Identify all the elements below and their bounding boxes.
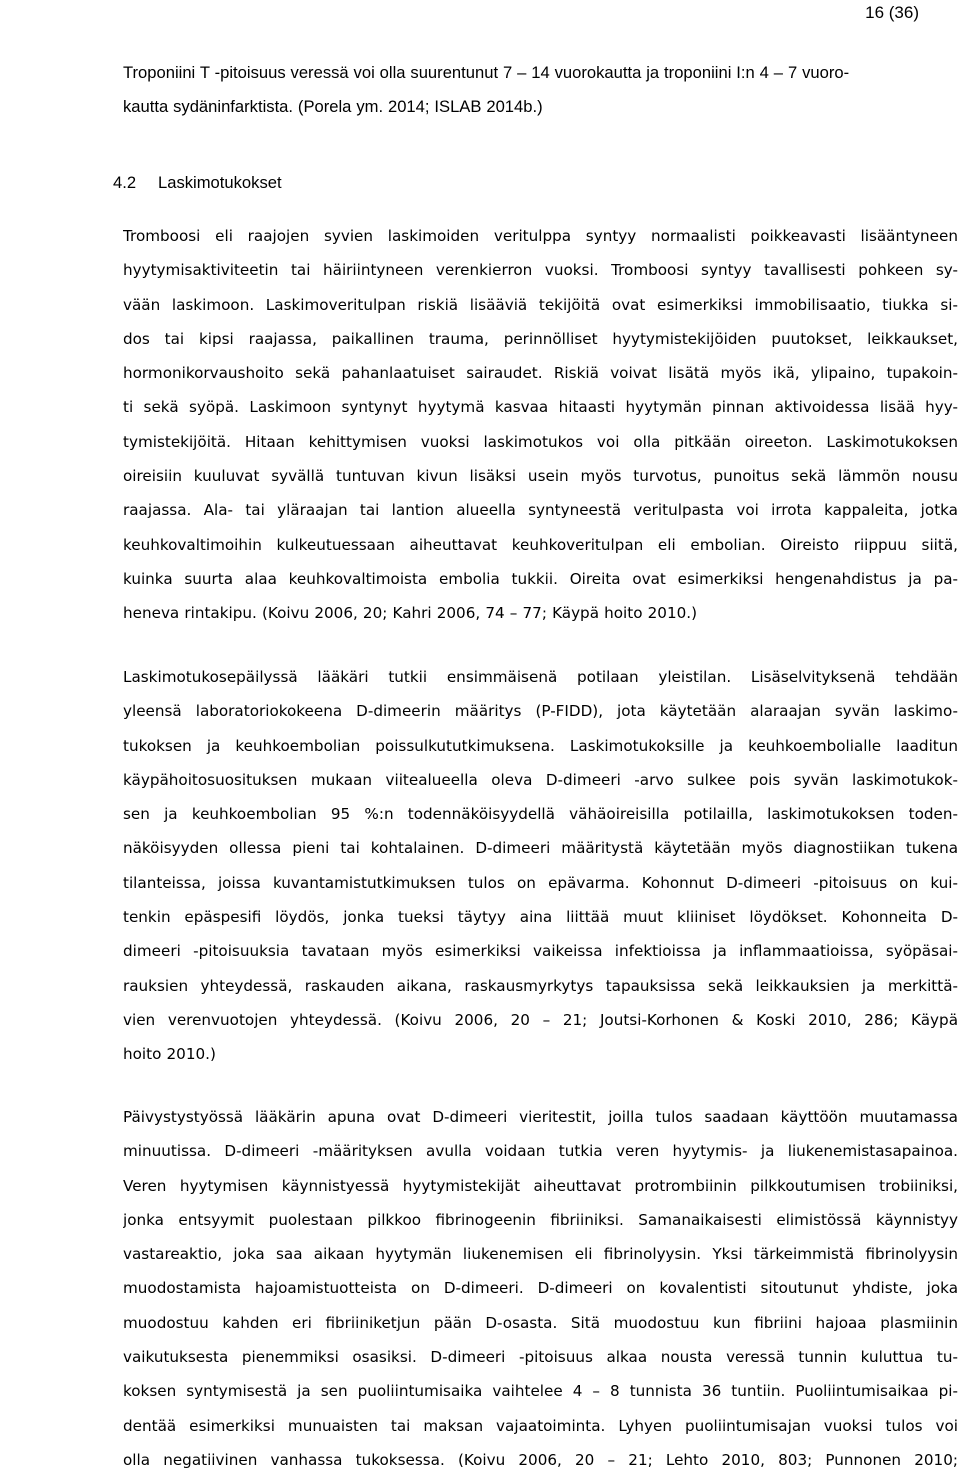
text-line: käypähoitosuosituksen mukaan viitealueella oleva D-dimeeri -arvo sulkee pois syvän laskimotukok- xyxy=(123,770,958,789)
text-line: koksen syntymisestä ja sen puoliintumisaika vaihtelee 4 – 8 tunnista 36 tuntiin. Puoliintumisaikaa pi- xyxy=(123,1382,958,1401)
text-line: minuutissa. D-dimeeri -määrityksen avulla voidaan tutkia veren hyytymis- ja liukenemistasapainoa. xyxy=(123,1142,958,1161)
text-line: Tromboosi eli raajojen syvien laskimoiden veritulppa syntyy normaalisti poikkeavasti lisääntyneen xyxy=(123,227,958,245)
paragraph-1 xyxy=(123,219,958,631)
text-line: Laskimotukosepäilyssä lääkäri tutkii ensimmäisenä potilaan yleistilan. Lisäselvityksenä tehdään xyxy=(123,668,958,686)
text-line: dimeeri -pitoisuuksia tavataan myös esimerkiksi vaikeissa infektioissa ja inflammaatioissa, syöpäsai- xyxy=(123,942,958,961)
text-line: rauksien yhteydessä, raskauden aikana, raskausmyrkytys tapauksissa sekä leikkauksien ja merkittä- xyxy=(123,976,958,995)
text-line: vaikutuksesta pienemmiksi osasiksi. D-dimeeri -pitoisuus alkaa nousta veressä tunnin kuluttua tu- xyxy=(123,1348,958,1367)
text-line: dentää esimerkiksi munuaisten tai maksan vajaatoiminta. Lyhyen puoliintumisajan vuoksi tulos voi xyxy=(123,1416,958,1435)
page-number: 16 (36) xyxy=(865,3,919,22)
text-line: keuhkovaltimoihin kulkeutuessaan aiheuttavat keuhkoveritulpan eli embolian. Oireisto riippuu siitä, xyxy=(123,535,958,554)
text-line: muodostamista hajoamistuotteista on D-dimeeri. D-dimeeri on kovalentisti sitoutunut yhdiste, joka xyxy=(123,1279,958,1298)
text-line: olla negatiivinen vanhassa tukoksessa. (Koivu 2006, 20 – 21; Lehto 2010, 803; Punnonen 2010; xyxy=(123,1450,958,1469)
text-line: tukoksen ja keuhkoembolian poissulkututkimuksena. Laskimotukoksille ja keuhkoembolialle laaditun xyxy=(123,736,958,755)
text-line: tymistekijöitä. Hitaan kehittymisen vuoksi laskimotukos voi olla pitkään oireeton. Laskimotukoksen xyxy=(123,432,958,451)
text-line: Veren hyytymisen käynnistyessä hyytymistekijät aiheuttavat protrombiinin pilkkoutumisen trobiiniksi, xyxy=(123,1176,958,1195)
text-line: jonka entsyymit puolestaan pilkkoo fibrinogeenin fibriiniksi. Samanaikaisesti elimistössä käynnistyy xyxy=(123,1210,958,1229)
text-line: dos tai kipsi raajassa, paikallinen trauma, perinnölliset hyytymistekijöiden puutokset, leikkaukset, xyxy=(123,329,958,348)
text-line: sen ja keuhkoembolian 95 %:n todennäköisyydellä vähäoireisilla potilailla, laskimotukoksen toden- xyxy=(123,805,958,824)
section-title: Laskimotukokset xyxy=(158,173,282,192)
text-line: ti sekä syöpä. Laskimoon syntynyt hyytymä kasvaa hitaasti hyytymän pinnan aktivoidessa lisää hyy- xyxy=(123,398,958,417)
text-line: tilanteissa, joissa kuvantamistutkimuksen tulos on epävarma. Kohonnut D-dimeeri -pitoisuus on kui- xyxy=(123,873,958,892)
section-heading xyxy=(113,166,282,200)
text-line: kuinka suurta alaa keuhkovaltimoista embolia tukkii. Oireita ovat esimerkiksi hengenahdistus ja pa- xyxy=(123,569,958,588)
text-line: hyytymisaktiviteetin tai häiriintyneen verenkierron vuoksi. Tromboosi syntyy tavallisesti pohkeen sy- xyxy=(123,261,958,280)
text-line: kautta sydäninfarktista. (Porela ym. 2014; ISLAB 2014b.) xyxy=(123,97,543,117)
text-line: tenkin epäspesifi löydös, jonka tueksi täytyy aina liittää muut kliiniset löydökset. Kohonneita D- xyxy=(123,908,958,927)
text-line: oireisiin kuuluvat syvällä tuntuvan kivun lisäksi usein myös turvotus, punoitus sekä lämmön nousu xyxy=(123,467,958,486)
section-number: 4.2 xyxy=(113,173,137,192)
text-line: Troponiini T -pitoisuus veressä voi olla suurentunut 7 – 14 vuorokautta ja troponiini I:n 4 – 7 vuoro- xyxy=(123,63,850,82)
text-line: heneva rintakipu. (Koivu 2006, 20; Kahri 2006, 74 – 77; Käypä hoito 2010.) xyxy=(123,604,698,623)
text-line: hormonikorvaushoito sekä pahanlaatuiset sairaudet. Riskiä voivat lisätä myös ikä, ylipaino, tupakoin- xyxy=(123,364,958,383)
text-line: hoito 2010.) xyxy=(123,1045,216,1064)
text-line: muodostuu kahden eri fibriiniketjun pään D-osasta. Sitä muodostuu kun fibriini hajoaa plasmiinin xyxy=(123,1313,958,1332)
intro-paragraph xyxy=(123,56,958,125)
text-line: yleensä laboratoriokokeena D-dimeerin määritys (P-FIDD), jota käytetään alaraajan syvän laskimo- xyxy=(123,702,958,721)
text-line: vään laskimoon. Laskimoveritulpan riskiä lisääviä tekijöitä ovat esimerkiksi immobilisaatio, tiukka si- xyxy=(123,295,958,314)
paragraph-3 xyxy=(123,1100,958,1477)
text-line: näköisyyden ollessa pieni tai kohtalainen. D-dimeeri määritystä käytetään myös diagnostiikan tukena xyxy=(123,839,958,858)
text-line: vastareaktio, joka saa aikaan hyytymän liukenemisen eli fibrinolyysin. Yksi tärkeimmistä fibrinolyysin xyxy=(123,1245,958,1264)
text-line: vien verenvuotojen yhteydessä. (Koivu 2006, 20 – 21; Joutsi-Korhonen & Koski 2010, 286; Käypä xyxy=(123,1010,958,1029)
text-line: raajassa. Ala- tai yläraajan tai lantion alueella syntyneestä veritulpasta voi irrota kappaleita, jotka xyxy=(123,501,958,520)
paragraph-2 xyxy=(123,660,958,1072)
text-line: Päivystystyössä lääkärin apuna ovat D-dimeeri vieritestit, joilla tulos saadaan käyttöön muutamassa xyxy=(123,1108,958,1126)
